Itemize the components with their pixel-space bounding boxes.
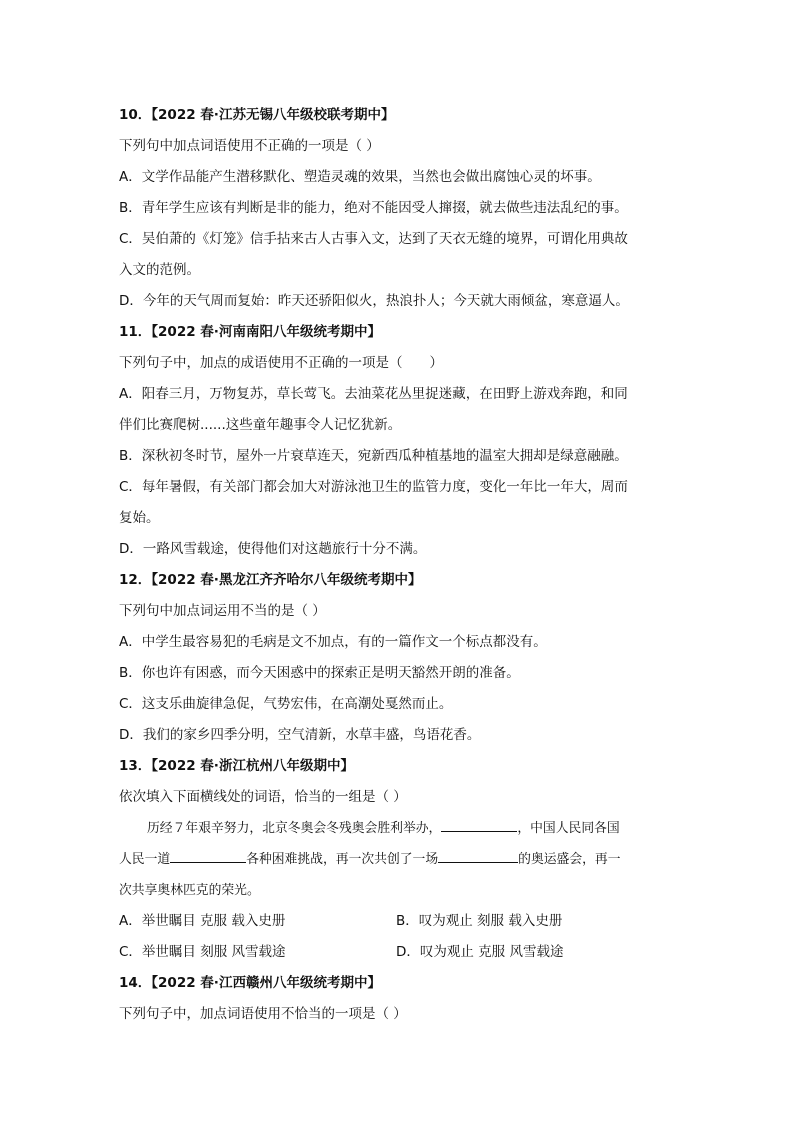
question-header: 11．【2022 春·河南南阳八年级统考期中】 xyxy=(119,324,381,340)
passage-line-3: 次共享奥林匹克的荣光。 xyxy=(119,883,260,898)
question-stem: 下列句子中，加点的成语使用不正确的一项是（ ） xyxy=(119,355,443,371)
option-a: A．中学生最容易犯的毛病是文不加点，有的一篇作文一个标点都没有。 xyxy=(119,634,547,650)
question-header: 13．【2022 春·浙江杭州八年级期中】 xyxy=(119,758,354,774)
answer-blank-2 xyxy=(170,847,246,863)
question-10 xyxy=(119,100,679,317)
question-11 xyxy=(119,317,679,565)
answer-blank-3 xyxy=(438,847,518,863)
passage-text: 各种困难挑战，再一次共创了一场 xyxy=(246,852,439,867)
option-b: B．你也许有困惑，而今天困惑中的探索正是明天豁然开朗的准备。 xyxy=(119,665,520,681)
question-list xyxy=(119,100,679,1030)
option-b: B．青年学生应该有判断是非的能力，绝对不能因受人撺掇，就去做些违法乱纪的事。 xyxy=(119,200,628,216)
option-a: A．阳春三月，万物复苏，草长莺飞。去油菜花丛里捉迷藏，在田野上游戏奔跑，和同 xyxy=(119,386,628,402)
option-c-continued: 复始。 xyxy=(119,510,160,526)
question-header: 10．【2022 春·江苏无锡八年级校联考期中】 xyxy=(119,107,395,123)
passage-text: 人民一道 xyxy=(119,852,171,867)
option-b: B．深秋初冬时节，屋外一片衰草连天，宛新西瓜种植基地的温室大拥却是绿意融融。 xyxy=(119,448,628,464)
option-c: C．每年暑假，有关部门都会加大对游泳池卫生的监管力度，变化一年比一年大，周而 xyxy=(119,479,628,495)
option-d: D．叹为观止 克服 风雪载途 xyxy=(396,944,564,960)
question-header: 12．【2022 春·黑龙江齐齐哈尔八年级统考期中】 xyxy=(119,572,422,588)
option-a: A．举世瞩目 克服 载入史册 xyxy=(119,913,286,929)
passage-line-1 xyxy=(119,813,679,844)
question-stem: 下列句中加点词语使用不正确的一项是（ ） xyxy=(119,138,380,154)
question-stem: 下列句中加点词运用不当的是（ ） xyxy=(119,603,326,619)
question-13 xyxy=(119,751,679,968)
passage-line-2 xyxy=(119,844,679,875)
option-a: A．文学作品能产生潜移默化、塑造灵魂的效果，当然也会做出腐蚀心灵的坏事。 xyxy=(119,169,601,185)
option-c: C．这支乐曲旋律急促，气势宏伟，在高潮处戛然而止。 xyxy=(119,696,453,712)
option-c: C．举世瞩目 刻服 风雪载途 xyxy=(119,944,286,960)
passage-text: 历经７年艰辛努力，北京冬奥会冬残奥会胜利举办， xyxy=(147,821,442,836)
question-14 xyxy=(119,968,679,1030)
option-c: C．吴伯萧的《灯笼》信手拈来古人古事入文，达到了天衣无缝的境界，可谓化用典故 xyxy=(119,231,628,247)
option-d: D．一路风雪载途，使得他们对这趟旅行十分不满。 xyxy=(119,541,427,557)
option-d: D．我们的家乡四季分明，空气清新，水草丰盛，鸟语花香。 xyxy=(119,727,481,743)
option-a-continued: 伴们比赛爬树......这些童年趣事令人记忆犹新。 xyxy=(119,417,402,433)
options-row-1 xyxy=(119,906,679,937)
question-header: 14．【2022 春·江西赣州八年级统考期中】 xyxy=(119,975,381,991)
passage-text: 的奥运盛会，再一 xyxy=(518,852,621,867)
option-c-continued: 入文的范例。 xyxy=(119,262,200,278)
question-stem: 依次填入下面横线处的词语，恰当的一组是（ ） xyxy=(119,789,407,805)
answer-blank-1 xyxy=(441,816,517,832)
options-row-2 xyxy=(119,937,679,968)
option-b: B．叹为观止 刻服 载入史册 xyxy=(396,913,563,929)
option-d: D．今年的天气周而复始：昨天还骄阳似火，热浪扑人；今天就大雨倾盆，寒意逼人。 xyxy=(119,293,629,309)
passage-text: ，中国人民同各国 xyxy=(517,821,620,836)
question-stem: 下列句子中，加点词语使用不恰当的一项是（ ） xyxy=(119,1006,407,1022)
question-12 xyxy=(119,565,679,751)
fill-in-passage xyxy=(119,813,679,906)
